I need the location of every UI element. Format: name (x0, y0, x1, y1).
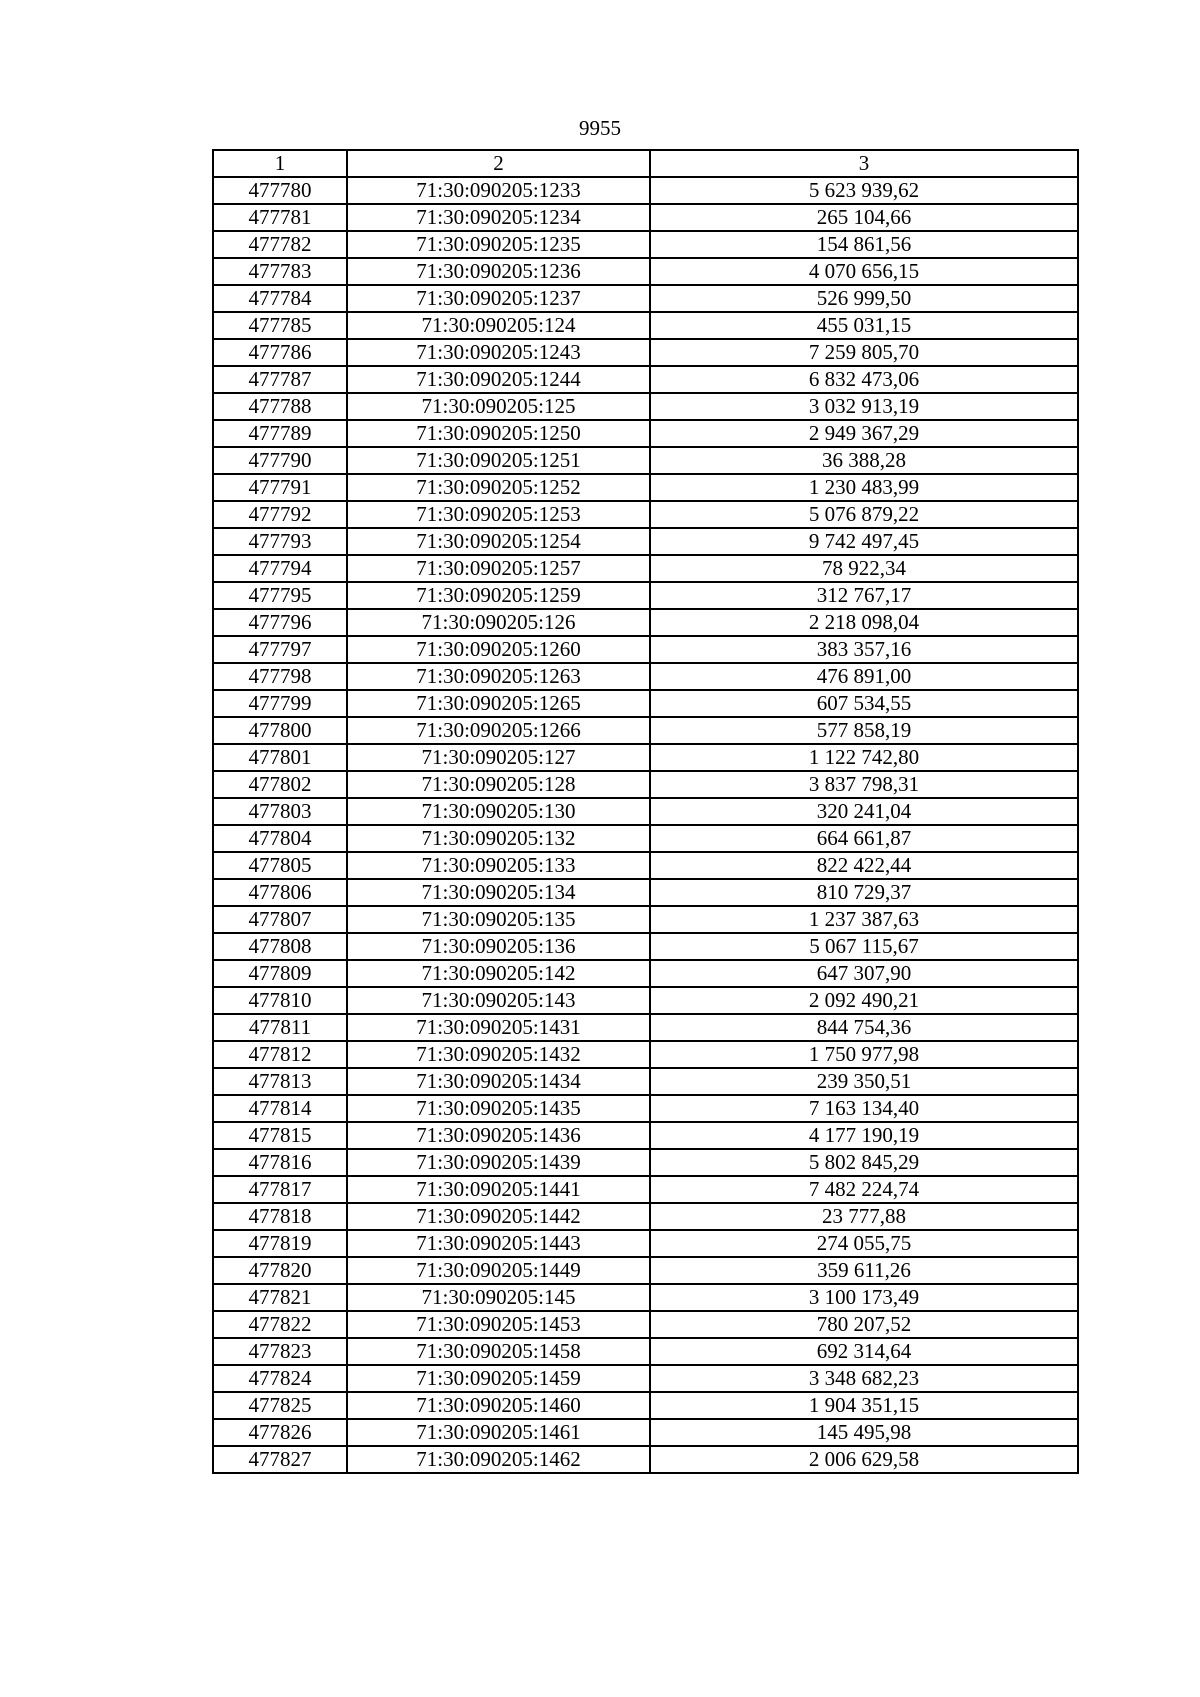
table-row (213, 1419, 1078, 1446)
value-cell: 312 767,17 (650, 582, 1078, 609)
row-number-cell: 477782 (213, 231, 347, 258)
cadastral-number-cell: 71:30:090205:125 (347, 393, 650, 420)
cadastral-number-cell: 71:30:090205:1251 (347, 447, 650, 474)
table-row (213, 744, 1078, 771)
row-number-cell: 477802 (213, 771, 347, 798)
cadastral-number-cell: 71:30:090205:133 (347, 852, 650, 879)
cadastral-number-cell: 71:30:090205:142 (347, 960, 650, 987)
value-cell: 9 742 497,45 (650, 528, 1078, 555)
value-cell: 607 534,55 (650, 690, 1078, 717)
table-row (213, 1149, 1078, 1176)
table-row (213, 528, 1078, 555)
row-number-cell: 477824 (213, 1365, 347, 1392)
value-cell: 476 891,00 (650, 663, 1078, 690)
value-cell: 2 949 367,29 (650, 420, 1078, 447)
table-row (213, 1365, 1078, 1392)
cadastral-number-cell: 71:30:090205:143 (347, 987, 650, 1014)
row-number-cell: 477812 (213, 1041, 347, 1068)
row-number-cell: 477819 (213, 1230, 347, 1257)
cadastral-number-cell: 71:30:090205:126 (347, 609, 650, 636)
cadastral-number-cell: 71:30:090205:1459 (347, 1365, 650, 1392)
table-row (213, 393, 1078, 420)
row-number-cell: 477811 (213, 1014, 347, 1041)
row-number-cell: 477794 (213, 555, 347, 582)
value-cell: 5 802 845,29 (650, 1149, 1078, 1176)
cadastral-number-cell: 71:30:090205:1250 (347, 420, 650, 447)
cadastral-number-cell: 71:30:090205:1432 (347, 1041, 650, 1068)
table-row (213, 771, 1078, 798)
row-number-cell: 477797 (213, 636, 347, 663)
row-number-cell: 477785 (213, 312, 347, 339)
table-row (213, 285, 1078, 312)
row-number-cell: 477827 (213, 1446, 347, 1473)
value-cell: 145 495,98 (650, 1419, 1078, 1446)
cadastral-number-cell: 71:30:090205:1234 (347, 204, 650, 231)
value-cell: 526 999,50 (650, 285, 1078, 312)
row-number-cell: 477805 (213, 852, 347, 879)
table-row (213, 204, 1078, 231)
row-number-cell: 477798 (213, 663, 347, 690)
row-number-cell: 477784 (213, 285, 347, 312)
value-cell: 5 076 879,22 (650, 501, 1078, 528)
row-number-cell: 477826 (213, 1419, 347, 1446)
value-cell: 3 837 798,31 (650, 771, 1078, 798)
cadastral-number-cell: 71:30:090205:1460 (347, 1392, 650, 1419)
value-cell: 692 314,64 (650, 1338, 1078, 1365)
value-cell: 320 241,04 (650, 798, 1078, 825)
cadastral-number-cell: 71:30:090205:1449 (347, 1257, 650, 1284)
cadastral-number-cell: 71:30:090205:1435 (347, 1095, 650, 1122)
value-cell: 2 092 490,21 (650, 987, 1078, 1014)
table-row (213, 987, 1078, 1014)
data-table (212, 149, 1079, 1474)
row-number-cell: 477796 (213, 609, 347, 636)
row-number-cell: 477808 (213, 933, 347, 960)
table-row (213, 933, 1078, 960)
row-number-cell: 477790 (213, 447, 347, 474)
row-number-cell: 477804 (213, 825, 347, 852)
table-row (213, 690, 1078, 717)
row-number-cell: 477800 (213, 717, 347, 744)
table-row (213, 1122, 1078, 1149)
value-cell: 455 031,15 (650, 312, 1078, 339)
cadastral-number-cell: 71:30:090205:132 (347, 825, 650, 852)
table-row (213, 1338, 1078, 1365)
value-cell: 1 122 742,80 (650, 744, 1078, 771)
table-row (213, 825, 1078, 852)
row-number-cell: 477813 (213, 1068, 347, 1095)
value-cell: 383 357,16 (650, 636, 1078, 663)
row-number-cell: 477792 (213, 501, 347, 528)
table-row (213, 447, 1078, 474)
row-number-cell: 477809 (213, 960, 347, 987)
row-number-cell: 477806 (213, 879, 347, 906)
value-cell: 2 006 629,58 (650, 1446, 1078, 1473)
row-number-cell: 477825 (213, 1392, 347, 1419)
row-number-cell: 477787 (213, 366, 347, 393)
cadastral-number-cell: 71:30:090205:1252 (347, 474, 650, 501)
table-row (213, 1041, 1078, 1068)
table-row (213, 1392, 1078, 1419)
table-row (213, 177, 1078, 204)
value-cell: 647 307,90 (650, 960, 1078, 987)
table-row (213, 636, 1078, 663)
cadastral-number-cell: 71:30:090205:1243 (347, 339, 650, 366)
cadastral-number-cell: 71:30:090205:1254 (347, 528, 650, 555)
cadastral-number-cell: 71:30:090205:128 (347, 771, 650, 798)
value-cell: 23 777,88 (650, 1203, 1078, 1230)
table-row (213, 960, 1078, 987)
row-number-cell: 477803 (213, 798, 347, 825)
value-cell: 78 922,34 (650, 555, 1078, 582)
cadastral-number-cell: 71:30:090205:1237 (347, 285, 650, 312)
table-row (213, 312, 1078, 339)
value-cell: 1 904 351,15 (650, 1392, 1078, 1419)
row-number-cell: 477810 (213, 987, 347, 1014)
table-row (213, 879, 1078, 906)
row-number-cell: 477780 (213, 177, 347, 204)
cadastral-number-cell: 71:30:090205:1443 (347, 1230, 650, 1257)
cadastral-number-cell: 71:30:090205:145 (347, 1284, 650, 1311)
cadastral-number-cell: 71:30:090205:1431 (347, 1014, 650, 1041)
column-header: 1 (213, 150, 347, 177)
value-cell: 2 218 098,04 (650, 609, 1078, 636)
row-number-cell: 477807 (213, 906, 347, 933)
row-number-cell: 477781 (213, 204, 347, 231)
value-cell: 7 163 134,40 (650, 1095, 1078, 1122)
header-row (213, 150, 1078, 177)
table-row (213, 1446, 1078, 1473)
table-row (213, 1257, 1078, 1284)
row-number-cell: 477822 (213, 1311, 347, 1338)
table-row (213, 1068, 1078, 1095)
value-cell: 3 348 682,23 (650, 1365, 1078, 1392)
table-row (213, 852, 1078, 879)
table-body (213, 150, 1078, 1473)
value-cell: 7 259 805,70 (650, 339, 1078, 366)
cadastral-number-cell: 71:30:090205:1253 (347, 501, 650, 528)
cadastral-number-cell: 71:30:090205:1461 (347, 1419, 650, 1446)
value-cell: 664 661,87 (650, 825, 1078, 852)
table-row (213, 582, 1078, 609)
cadastral-number-cell: 71:30:090205:1235 (347, 231, 650, 258)
row-number-cell: 477786 (213, 339, 347, 366)
value-cell: 3 032 913,19 (650, 393, 1078, 420)
table-row (213, 1203, 1078, 1230)
value-cell: 36 388,28 (650, 447, 1078, 474)
value-cell: 154 861,56 (650, 231, 1078, 258)
row-number-cell: 477815 (213, 1122, 347, 1149)
cadastral-number-cell: 71:30:090205:1257 (347, 555, 650, 582)
value-cell: 239 350,51 (650, 1068, 1078, 1095)
value-cell: 5 067 115,67 (650, 933, 1078, 960)
row-number-cell: 477783 (213, 258, 347, 285)
cadastral-number-cell: 71:30:090205:1263 (347, 663, 650, 690)
value-cell: 3 100 173,49 (650, 1284, 1078, 1311)
value-cell: 359 611,26 (650, 1257, 1078, 1284)
cadastral-number-cell: 71:30:090205:1436 (347, 1122, 650, 1149)
value-cell: 1 237 387,63 (650, 906, 1078, 933)
value-cell: 7 482 224,74 (650, 1176, 1078, 1203)
cadastral-number-cell: 71:30:090205:1233 (347, 177, 650, 204)
value-cell: 577 858,19 (650, 717, 1078, 744)
value-cell: 1 750 977,98 (650, 1041, 1078, 1068)
cadastral-number-cell: 71:30:090205:1244 (347, 366, 650, 393)
value-cell: 265 104,66 (650, 204, 1078, 231)
cadastral-number-cell: 71:30:090205:1260 (347, 636, 650, 663)
cadastral-number-cell: 71:30:090205:130 (347, 798, 650, 825)
cadastral-number-cell: 71:30:090205:1462 (347, 1446, 650, 1473)
value-cell: 780 207,52 (650, 1311, 1078, 1338)
table-row (213, 717, 1078, 744)
value-cell: 4 177 190,19 (650, 1122, 1078, 1149)
row-number-cell: 477791 (213, 474, 347, 501)
row-number-cell: 477817 (213, 1176, 347, 1203)
table-row (213, 1176, 1078, 1203)
table-row (213, 663, 1078, 690)
value-cell: 6 832 473,06 (650, 366, 1078, 393)
cadastral-number-cell: 71:30:090205:1442 (347, 1203, 650, 1230)
table-row (213, 906, 1078, 933)
row-number-cell: 477799 (213, 690, 347, 717)
value-cell: 822 422,44 (650, 852, 1078, 879)
row-number-cell: 477821 (213, 1284, 347, 1311)
value-cell: 1 230 483,99 (650, 474, 1078, 501)
table-row (213, 798, 1078, 825)
table-row (213, 1095, 1078, 1122)
cadastral-number-cell: 71:30:090205:1434 (347, 1068, 650, 1095)
cadastral-number-cell: 71:30:090205:127 (347, 744, 650, 771)
value-cell: 4 070 656,15 (650, 258, 1078, 285)
row-number-cell: 477818 (213, 1203, 347, 1230)
cadastral-number-cell: 71:30:090205:1439 (347, 1149, 650, 1176)
value-cell: 5 623 939,62 (650, 177, 1078, 204)
column-header: 3 (650, 150, 1078, 177)
cadastral-number-cell: 71:30:090205:1458 (347, 1338, 650, 1365)
column-header: 2 (347, 150, 650, 177)
row-number-cell: 477823 (213, 1338, 347, 1365)
value-cell: 274 055,75 (650, 1230, 1078, 1257)
cadastral-number-cell: 71:30:090205:1259 (347, 582, 650, 609)
value-cell: 844 754,36 (650, 1014, 1078, 1041)
table-row (213, 339, 1078, 366)
table-row (213, 474, 1078, 501)
cadastral-number-cell: 71:30:090205:135 (347, 906, 650, 933)
cadastral-number-cell: 71:30:090205:1453 (347, 1311, 650, 1338)
row-number-cell: 477795 (213, 582, 347, 609)
value-cell: 810 729,37 (650, 879, 1078, 906)
cadastral-number-cell: 71:30:090205:134 (347, 879, 650, 906)
row-number-cell: 477816 (213, 1149, 347, 1176)
table-row (213, 1230, 1078, 1257)
cadastral-number-cell: 71:30:090205:1266 (347, 717, 650, 744)
cadastral-number-cell: 71:30:090205:1441 (347, 1176, 650, 1203)
row-number-cell: 477820 (213, 1257, 347, 1284)
cadastral-number-cell: 71:30:090205:1236 (347, 258, 650, 285)
row-number-cell: 477814 (213, 1095, 347, 1122)
table-row (213, 609, 1078, 636)
table-row (213, 231, 1078, 258)
cadastral-number-cell: 71:30:090205:124 (347, 312, 650, 339)
cadastral-number-cell: 71:30:090205:136 (347, 933, 650, 960)
row-number-cell: 477788 (213, 393, 347, 420)
table-row (213, 1014, 1078, 1041)
table-row (213, 555, 1078, 582)
row-number-cell: 477801 (213, 744, 347, 771)
table-row (213, 1311, 1078, 1338)
table-row (213, 1284, 1078, 1311)
table-row (213, 420, 1078, 447)
page-number: 9955 (579, 116, 621, 140)
cadastral-number-cell: 71:30:090205:1265 (347, 690, 650, 717)
table-row (213, 366, 1078, 393)
table-row (213, 258, 1078, 285)
row-number-cell: 477789 (213, 420, 347, 447)
table-row (213, 501, 1078, 528)
row-number-cell: 477793 (213, 528, 347, 555)
